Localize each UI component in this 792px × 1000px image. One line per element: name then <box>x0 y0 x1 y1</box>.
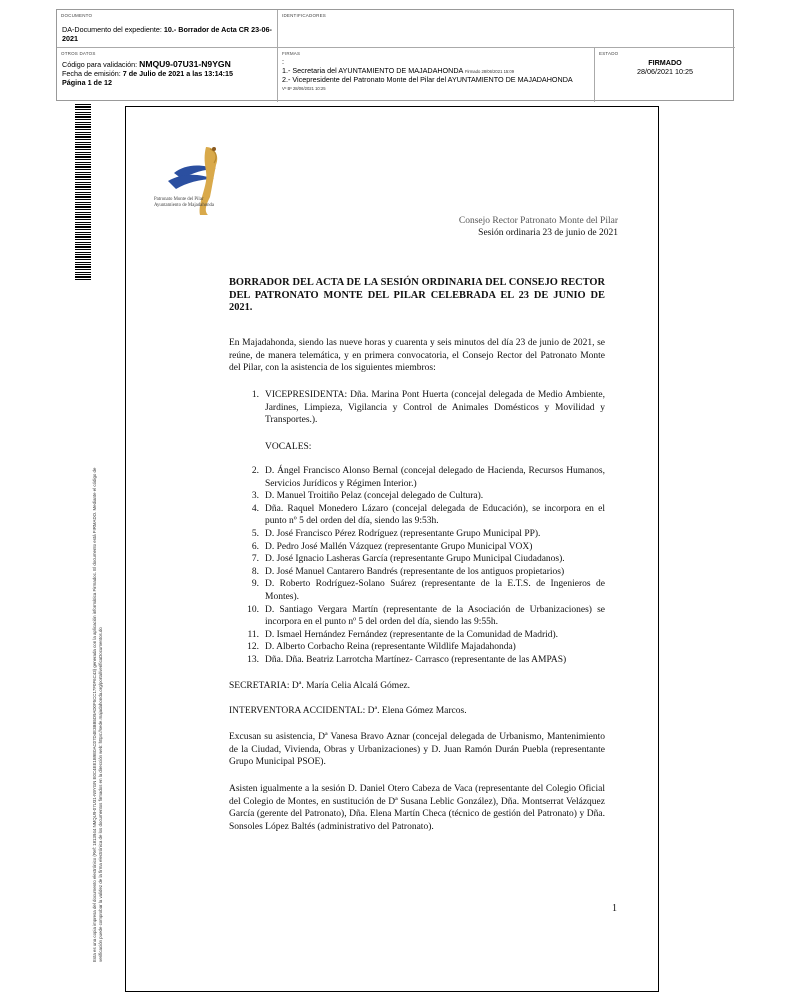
list-item-number: 5. <box>251 528 259 539</box>
logo-line-1: Patronato Monte del Pilar <box>154 197 204 202</box>
vocales-heading: VOCALES: <box>265 442 312 452</box>
list-item-text: D. Ángel Francisco Alonso Bernal (concejal delegado de Hacienda, Recursos Humanos, Servicios Jurídicos y Régimen Interior.) <box>265 466 605 489</box>
barcode <box>75 104 91 282</box>
secretaria-line: SECRETARIA: Dª. María Celia Alcalá Gómez. <box>229 681 411 691</box>
firmas-dot: : <box>282 57 284 66</box>
identificadores-label: IDENTIFICADORES <box>282 13 327 18</box>
list-item-number: 3. <box>251 491 259 502</box>
identificadores-cell <box>278 10 735 48</box>
list-item <box>229 490 605 503</box>
list-item-text: Dña. Raquel Monedero Lázaro (concejal delegada de Educación), se incorpora en el punto nº 5 del orden del día, siendo las 9:53h. <box>265 503 605 527</box>
documento-text: DA-Documento del expediente: 10.- Borrador de Acta CR 23-06-2021 <box>62 25 272 43</box>
side-text-line-2: verificación puede comprobar la validez de la firma electrónica de los documentos firmados en la dirección web: https://sede.majadahonda.org/portal/verificaDocumentos.do <box>98 627 103 962</box>
list-item <box>229 566 605 579</box>
asisten-paragraph: Asisten igualmente a la sesión D. Daniel Otero Cabeza de Vaca (representante del Colegio Oficial del Colegio de Montes, en sustitución de Dª Susana Leblic González), Dña. Montserrat Velázquez García (gerente del Patronato), Dña. Elena Martín Checa (técnico de gestión del Patronato) y Dña. Sonsoles López Baltés (administrativo del Patronato). <box>229 784 605 832</box>
list-item <box>229 465 605 490</box>
list-item-number: 2. <box>251 466 259 476</box>
estado-value: FIRMADO <box>648 58 682 67</box>
list-item <box>229 604 605 629</box>
documento-label: DOCUMENTO <box>61 13 93 18</box>
vicepresidenta-list <box>229 389 605 427</box>
signature-2-date: Vº Bº 28/06/2021 10:25 <box>282 85 326 91</box>
list-item <box>229 553 605 566</box>
excusan-paragraph: Excusan su asistencia, Dª Vanesa Bravo Aznar (concejal delegada de Urbanismo, Mantenimiento de la Ciudad, Vivienda, Obras y Urbanizaciones) y D. Juan Ramón Durán Puebla (representante Grupo Municipal PSOE). <box>229 732 605 768</box>
page-count: Página 1 de 12 <box>62 78 112 87</box>
council-heading <box>459 215 618 239</box>
otros-datos-label: OTROS DATOS <box>61 51 96 56</box>
list-item-text: D. Pedro José Mallén Vázquez (representante Grupo Municipal VOX) <box>265 541 533 552</box>
list-item-number: 6. <box>251 541 259 552</box>
document-header <box>56 9 734 101</box>
logo-line-2: Ayuntamiento de Majadahonda <box>154 203 215 208</box>
list-item <box>229 578 605 603</box>
list-item-number: 8. <box>251 566 259 577</box>
estado-cell <box>595 48 735 102</box>
list-item-number: 12. <box>247 642 259 653</box>
validation-info <box>62 60 277 87</box>
side-verification-text <box>92 102 104 962</box>
list-item <box>229 641 605 654</box>
list-item <box>229 629 605 642</box>
validation-code: Código para validación: NMQU9-07U31-N9YGN <box>62 59 231 69</box>
list-item <box>229 528 605 541</box>
list-item-text: D. Santiago Vergara Martín (representante de la Asociación de Urbanizaciones) se incorpora en el punto nº 5 del orden del día, siendo las 9:55h. <box>265 604 605 628</box>
list-item-number: 9. <box>251 579 259 590</box>
list-item-text: D. Roberto Rodríguez-Solano Suárez (representante de la E.T.S. de Ingenieros de Montes). <box>265 579 605 602</box>
firmas-cell <box>278 48 595 102</box>
session-date: Sesión ordinaria 23 de junio de 2021 <box>478 228 618 238</box>
list-item-number: 10. <box>247 604 259 615</box>
list-item <box>229 654 605 667</box>
signature-1: 1.- Secretaria del AYUNTAMIENTO DE MAJADAHONDA Firmado 28/06/2021 15:09 <box>282 65 515 75</box>
interventora-line: INTERVENTORA ACCIDENTAL: Dª. Elena Gómez Marcos. <box>229 706 467 716</box>
signature-2: 2.- Vicepresidente del Patronato Monte del Pilar del AYUNTAMIENTO DE MAJADAHONDA <box>282 75 573 84</box>
list-item-number: 11. <box>247 629 259 640</box>
estado-info <box>595 58 735 76</box>
list-item-number: 4. <box>251 503 259 514</box>
list-item-text: Dña. Dña. Beatriz Larrotcha Martínez- Carrasco (representante de las AMPAS) <box>265 654 567 665</box>
list-item-text: D. José Ignacio Lasheras García (representante Grupo Municipal Ciudadanos). <box>265 554 565 565</box>
firmas-label: FIRMAS <box>282 51 301 56</box>
list-item-text: D. José Francisco Pérez Rodríguez (representante Grupo Municipal PP). <box>265 528 541 539</box>
side-text-line-1: Esta es una copia impresa del documento electrónico (Ref: 1813944 NMQU9-07U31-N9YGN E0C4EE1B9E0AC07D4E3BB5D9AD0F5CC17F0F6C43) generada con la aplicación informática Firmadoc. El documento está FIRMADO. Mediante el código de <box>92 467 97 962</box>
intro-paragraph: En Majadahonda, siendo las nueve horas y cuarenta y seis minutos del día 23 de junio de 2021, se reúne, de manera telemática, y en primera convocatoria, el Consejo Rector del Patronato Monte del Pilar, con la asistencia de los siguientes miembros: <box>229 338 605 374</box>
documento-cell <box>57 10 278 48</box>
estado-label: ESTADO <box>599 51 619 56</box>
list-item-text: D. Alberto Corbacho Reina (representante Wildlife Majadahonda) <box>265 642 516 653</box>
list-item <box>229 503 605 528</box>
signatures <box>282 58 594 93</box>
list-item-text: D. Ismael Hernández Fernández (representante de la Comunidad de Madrid). <box>265 629 559 640</box>
council-name: Consejo Rector Patronato Monte del Pilar <box>458 216 618 226</box>
document-page <box>125 106 659 992</box>
list-item-number: 13. <box>247 654 259 665</box>
page-number: 1 <box>612 903 617 914</box>
document-title: BORRADOR DEL ACTA DE LA SESIÓN ORDINARIA DEL CONSEJO RECTOR DEL PATRONATO MONTE DEL PILAR CELEBRADA EL 23 DE JUNIO DE 2021. <box>229 277 605 314</box>
list-item-text: D. José Manuel Cantarero Bandrés (representante de los antiguos propietarios) <box>265 566 565 577</box>
estado-date: 28/06/2021 10:25 <box>637 67 693 76</box>
list-item <box>229 541 605 554</box>
logo-text <box>154 197 214 209</box>
vocales-list <box>229 465 605 667</box>
issue-date: Fecha de emisión: 7 de Julio de 2021 a las 13:14:15 <box>62 69 234 78</box>
list-item-number: 7. <box>251 554 259 565</box>
list-item: 1. VICEPRESIDENTA: Dña. Marina Pont Huerta (concejal delegada de Medio Ambiente, Jardines, Limpieza, Vigilancia y Control de Animales Domésticos y Movilidad y Transportes.). <box>251 390 605 426</box>
otros-datos-cell <box>57 48 278 102</box>
list-item-text: D. Manuel Troitiño Pelaz (concejal delegado de Cultura). <box>265 491 484 502</box>
